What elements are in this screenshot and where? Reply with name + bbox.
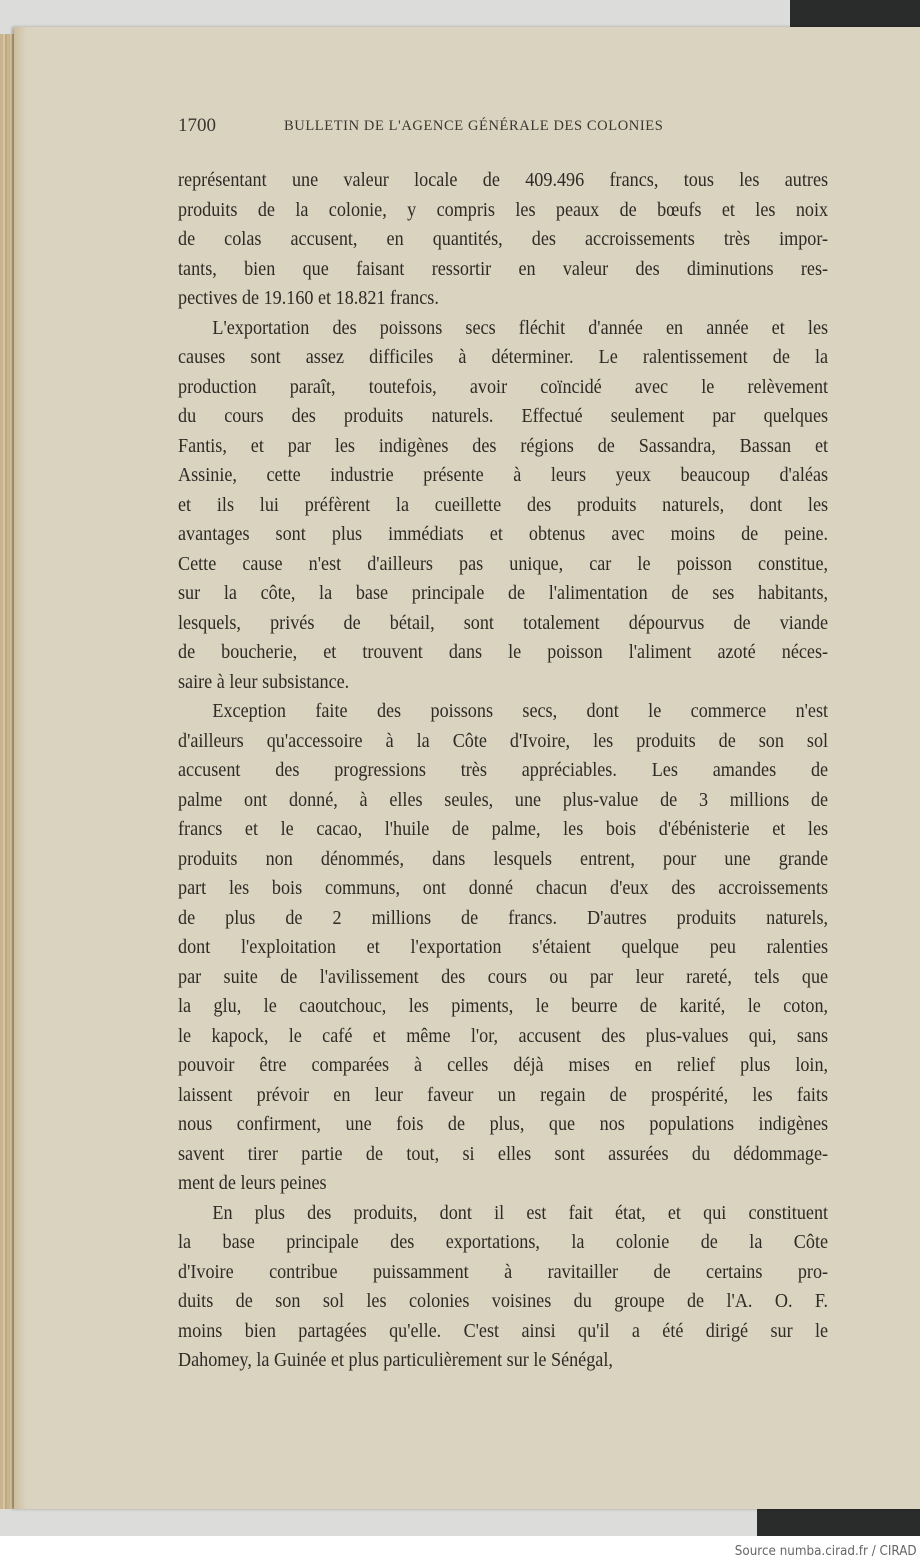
body-text (178, 166, 828, 1376)
paragraph (178, 697, 828, 1199)
text-line: pouvoir être comparées à celles déjà mises en relief plus loin, (178, 1055, 829, 1076)
text-line: par suite de l'avilissement des cours ou par leur rareté, tels que (178, 966, 829, 988)
text-line: accusent des progressions très appréciables. Les amandes de (178, 760, 829, 781)
text-line: la base principale des exportations, la colonie de la Côte (178, 1232, 829, 1253)
text-line: moins bien partagées qu'elle. C'est ainsi qu'il a été dirigé sur le (178, 1320, 829, 1342)
text-line: En plus des produits, dont il est fait état, et qui constituent (212, 1202, 829, 1224)
running-title: BULLETIN DE L'AGENCE GÉNÉRALE DES COLONIES (284, 118, 664, 134)
source-credit: Source numba.cirad.fr / CIRAD (735, 1544, 917, 1559)
text-line: de colas accusent, en quantités, des accroissements très impor- (178, 229, 829, 250)
text-line: saire à leur subsistance. (178, 671, 350, 693)
text-line: avantages sont plus immédiats et obtenus avec moins de peine. (178, 524, 829, 545)
text-line: savent tirer partie de tout, si elles sont assurées du dédommage- (178, 1143, 829, 1165)
paragraph (178, 1199, 828, 1376)
text-line: nous confirment, une fois de plus, que nos populations indigènes (178, 1114, 829, 1135)
text-line: lesquels, privés de bétail, sont totalement dépourvus de viande (178, 612, 829, 634)
paragraph (178, 166, 828, 314)
page-header (178, 115, 828, 139)
text-line: produits non dénommés, dans lesquels entrent, pour une grande (178, 848, 829, 870)
text-line: et ils lui préfèrent la cueillette des produits naturels, dont les (178, 494, 829, 516)
text-line: de plus de 2 millions de francs. D'autres produits naturels, (178, 907, 829, 929)
text-line: sur la côte, la base principale de l'alimentation de ses habitants, (178, 583, 829, 604)
text-line: palme ont donné, à elles seules, une plus-value de 3 millions de (178, 789, 829, 811)
text-line: production paraît, toutefois, avoir coïncidé avec le relèvement (178, 376, 829, 398)
text-line: du cours des produits naturels. Effectué seulement par quelques (178, 406, 829, 427)
text-line: d'Ivoire contribue puissamment à ravitailler de certains pro- (178, 1261, 829, 1283)
page-number: 1700 (178, 115, 216, 136)
text-line: ment de leurs peines (178, 1173, 327, 1194)
text-line: dont l'exploitation et l'exportation s'étaient quelque peu ralenties (178, 937, 829, 958)
text-line: Exception faite des poissons secs, dont le commerce n'est (212, 701, 829, 722)
text-line: le kapock, le café et même l'or, accusent des plus-values qui, sans (178, 1025, 829, 1047)
text-line: tants, bien que faisant ressortir en valeur des diminutions res- (178, 258, 829, 280)
text-line: causes sont assez difficiles à déterminer. Le ralentissement de la (178, 347, 829, 368)
text-line: produits de la colonie, y compris les peaux de bœufs et les noix (178, 199, 829, 221)
text-line: de boucherie, et trouvent dans le poisson l'aliment azoté néces- (178, 642, 829, 663)
text-line: la glu, le caoutchouc, les piments, le beurre de karité, le coton, (178, 996, 829, 1017)
text-line: francs et le cacao, l'huile de palme, les bois d'ébénisterie et les (178, 819, 829, 840)
text-line: Assinie, cette industrie présente à leurs yeux beaucoup d'aléas (178, 465, 829, 486)
text-line: part les bois communs, ont donné chacun d'eux des accroissements (178, 878, 829, 899)
text-line: d'ailleurs qu'accessoire à la Côte d'Ivoire, les produits de son sol (178, 730, 829, 752)
text-line: laissent prévoir en leur faveur un regain de prospérité, les faits (178, 1084, 829, 1106)
text-line: L'exportation des poissons secs fléchit d'année en année et les (212, 317, 829, 339)
text-line: pectives de 19.160 et 18.821 francs. (178, 288, 439, 309)
text-line: Cette cause n'est d'ailleurs pas unique, car le poisson constitue, (178, 553, 829, 575)
text-line: duits de son sol les colonies voisines du groupe de l'A. O. F. (178, 1291, 829, 1312)
scanner-dark-area-top (790, 0, 920, 30)
paragraph (178, 314, 828, 698)
text-line: Dahomey, la Guinée et plus particulièrement sur le Sénégal, (178, 1350, 613, 1371)
text-line: Fantis, et par les indigènes des régions de Sassandra, Bassan et (178, 435, 829, 457)
text-line: représentant une valeur locale de 409.496 francs, tous les autres (178, 170, 829, 191)
